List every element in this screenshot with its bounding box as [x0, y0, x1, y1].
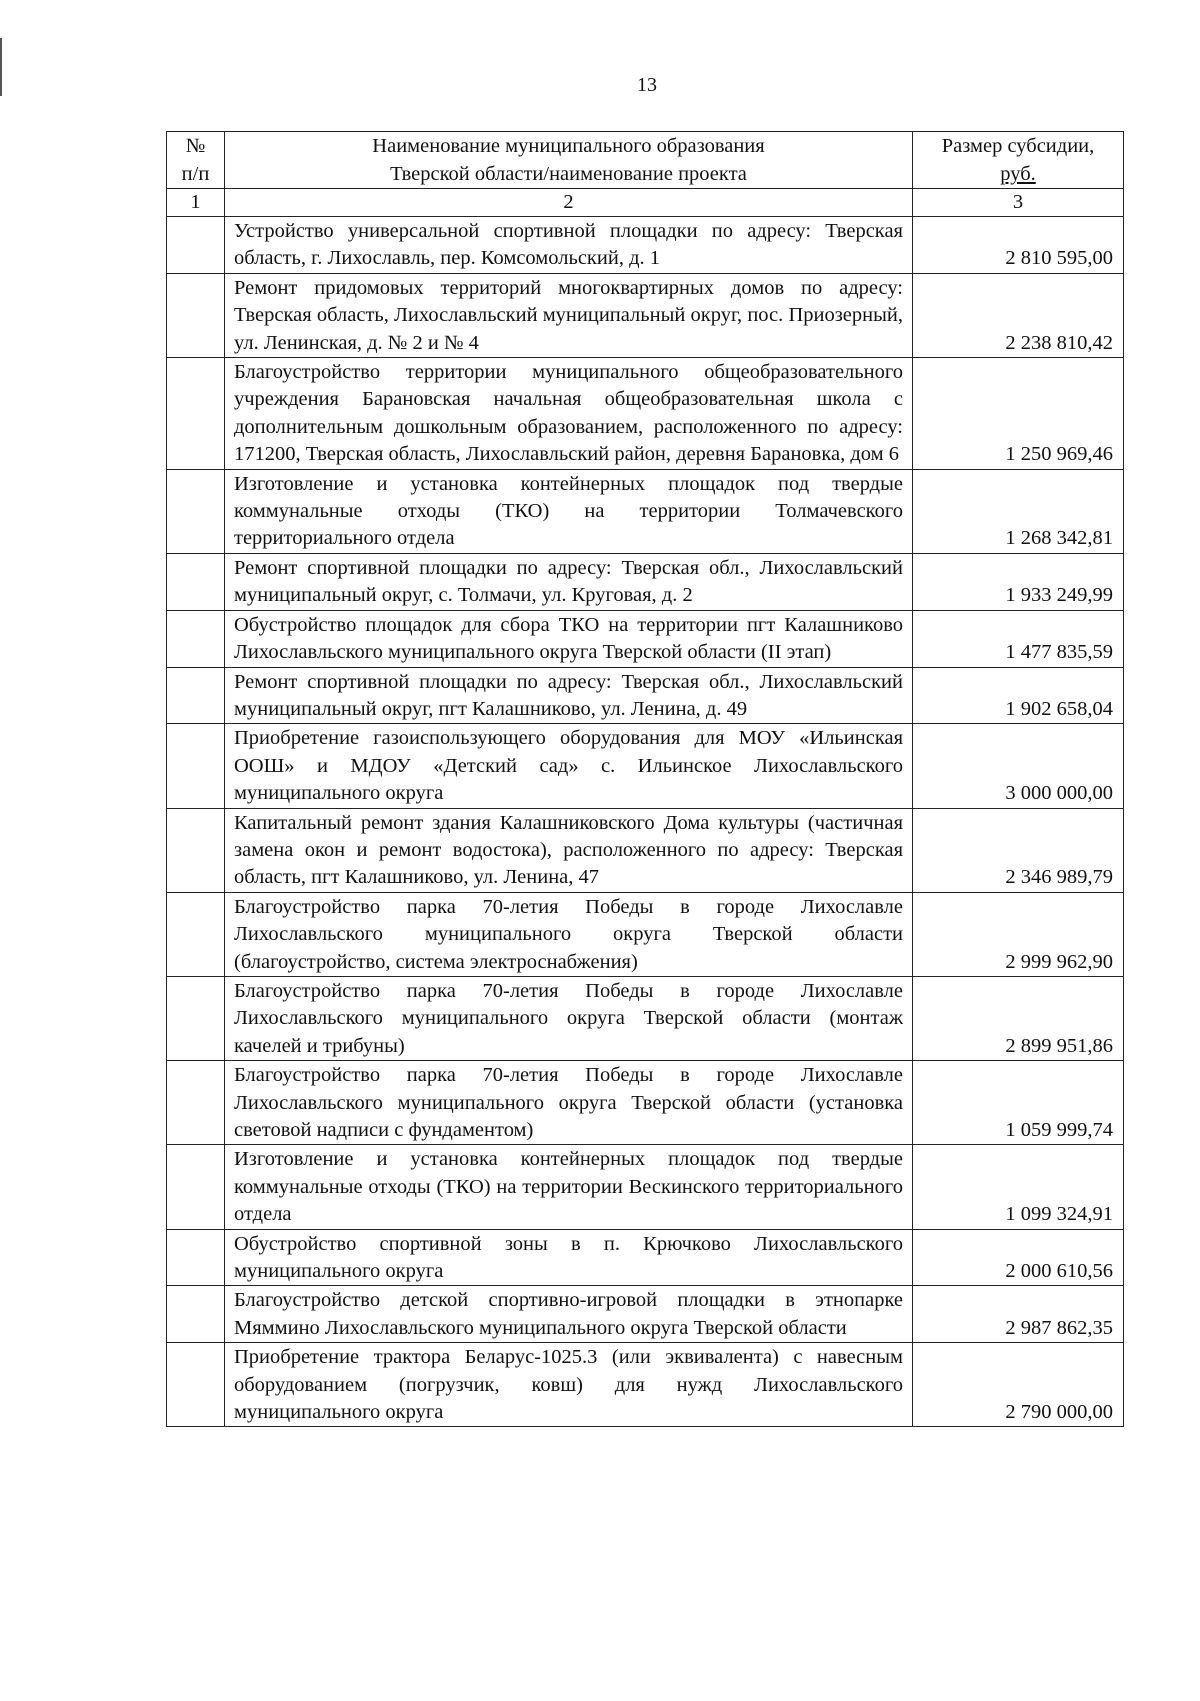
column-number-3: 3 — [913, 189, 1124, 217]
project-name-cell: Устройство универсальной спортивной площадки по адресу: Тверская область, г. Лихославль, пер. Комсомольский, д. 1 — [225, 217, 913, 274]
project-name-cell: Благоустройство парка 70-летия Победы в городе Лихославле Лихославльского муниципального округа Тверской области (монтаж качелей и трибуны) — [225, 976, 913, 1060]
project-name-cell: Приобретение трактора Беларус-1025.3 (или эквивалента) с навесным оборудованием (погрузчик, ковш) для нужд Лихославльского муниципального округа — [225, 1343, 913, 1427]
project-name-cell: Приобретение газоиспользующего оборудования для МОУ «Ильинская ООШ» и МДОУ «Детский сад» с. Ильинское Лихославльского муниципального округа — [225, 724, 913, 808]
project-name-cell: Благоустройство детской спортивно-игровой площадки в этнопарке Мяммино Лихославльского муниципального округа Тверской области — [225, 1286, 913, 1343]
table-row — [167, 358, 1124, 470]
subsidy-amount-cell: 2 346 989,79 — [913, 808, 1124, 892]
header-name-line2: Тверской области/наименование проекта — [390, 163, 747, 185]
table-row — [167, 892, 1124, 976]
table-row — [167, 667, 1124, 724]
project-name-cell: Ремонт придомовых территорий многоквартирных домов по адресу: Тверская область, Лихославльский муниципальный округ, пос. Приозерный, ул. Ленинская, д. № 2 и № 4 — [225, 273, 913, 357]
subsidy-amount-cell: 1 477 835,59 — [913, 610, 1124, 667]
row-number-cell — [167, 1286, 225, 1343]
header-project-name — [225, 132, 913, 189]
header-subsidy-amount — [913, 132, 1124, 189]
column-number-1: 1 — [167, 189, 225, 217]
header-name-line1: Наименование муниципального образования — [372, 135, 765, 157]
project-name-cell: Изготовление и установка контейнерных площадок под твердые коммунальные отходы (ТКО) на территории Вескинского территориального отдела — [225, 1145, 913, 1229]
row-number-cell — [167, 217, 225, 274]
subsidy-amount-cell: 2 987 862,35 — [913, 1286, 1124, 1343]
subsidy-amount-cell: 1 902 658,04 — [913, 667, 1124, 724]
row-number-cell — [167, 667, 225, 724]
subsidy-amount-cell: 2 999 962,90 — [913, 892, 1124, 976]
row-number-cell — [167, 808, 225, 892]
table-row — [167, 217, 1124, 274]
project-name-cell: Обустройство площадок для сбора ТКО на территории пгт Калашниково Лихославльского муниципального округа Тверской области (II этап) — [225, 610, 913, 667]
subsidy-amount-cell: 2 899 951,86 — [913, 976, 1124, 1060]
row-number-cell — [167, 976, 225, 1060]
table-row — [167, 724, 1124, 808]
row-number-cell — [167, 724, 225, 808]
header-sum-line2: руб. — [1000, 163, 1036, 185]
subsidy-amount-cell: 2 810 595,00 — [913, 217, 1124, 274]
row-number-cell — [167, 610, 225, 667]
header-number-line1: № — [185, 135, 206, 157]
table-row — [167, 610, 1124, 667]
header-number — [167, 132, 225, 189]
subsidy-amount-cell: 2 238 810,42 — [913, 273, 1124, 357]
row-number-cell — [167, 1061, 225, 1145]
project-name-cell: Ремонт спортивной площадки по адресу: Тверская обл., Лихославльский муниципальный округ, с. Толмачи, ул. Круговая, д. 2 — [225, 553, 913, 610]
row-number-cell — [167, 1229, 225, 1286]
table-row — [167, 1061, 1124, 1145]
subsidy-table — [166, 131, 1124, 1427]
project-name-cell: Благоустройство парка 70-летия Победы в городе Лихославле Лихославльского муниципального округа Тверской области (установка световой надписи с фундаментом) — [225, 1061, 913, 1145]
header-sum-line1: Размер субсидии, — [941, 135, 1095, 157]
project-name-cell: Изготовление и установка контейнерных площадок под твердые коммунальные отходы (ТКО) на территории Толмачевского территориального отдела — [225, 469, 913, 553]
column-number-row — [167, 189, 1124, 217]
table-row — [167, 469, 1124, 553]
subsidy-amount-cell: 1 268 342,81 — [913, 469, 1124, 553]
subsidy-amount-cell: 3 000 000,00 — [913, 724, 1124, 808]
row-number-cell — [167, 273, 225, 357]
subsidy-amount-cell: 1 933 249,99 — [913, 553, 1124, 610]
project-name-cell: Обустройство спортивной зоны в п. Крючково Лихославльского муниципального округа — [225, 1229, 913, 1286]
subsidy-amount-cell: 2 790 000,00 — [913, 1343, 1124, 1427]
row-number-cell — [167, 1145, 225, 1229]
table-row — [167, 1286, 1124, 1343]
project-name-cell: Благоустройство парка 70-летия Победы в городе Лихославле Лихославльского муниципального округа Тверской области (благоустройство, система электроснабжения) — [225, 892, 913, 976]
table-row — [167, 553, 1124, 610]
row-number-cell — [167, 1343, 225, 1427]
subsidy-amount-cell: 1 250 969,46 — [913, 358, 1124, 470]
subsidy-amount-cell: 1 099 324,91 — [913, 1145, 1124, 1229]
row-number-cell — [167, 892, 225, 976]
table-row — [167, 1343, 1124, 1427]
table-row — [167, 1229, 1124, 1286]
row-number-cell — [167, 553, 225, 610]
project-name-cell: Ремонт спортивной площадки по адресу: Тверская обл., Лихославльский муниципальный округ, пгт Калашниково, ул. Ленина, д. 49 — [225, 667, 913, 724]
project-name-cell: Благоустройство территории муниципального общеобразовательного учреждения Барановская начальная общеобразовательная школа с дополнительным дошкольным образованием, расположенного по адресу: 171200, Тверская область, Лихославльский район, деревня Барановка, дом 6 — [225, 358, 913, 470]
row-number-cell — [167, 469, 225, 553]
column-number-2: 2 — [225, 189, 913, 217]
page-number: 13 — [637, 74, 657, 96]
table-row — [167, 976, 1124, 1060]
header-number-line2: п/п — [181, 163, 210, 185]
subsidy-amount-cell: 1 059 999,74 — [913, 1061, 1124, 1145]
subsidy-amount-cell: 2 000 610,56 — [913, 1229, 1124, 1286]
project-name-cell: Капитальный ремонт здания Калашниковского Дома культуры (частичная замена окон и ремонт водостока), расположенного по адресу: Тверская область, пгт Калашниково, ул. Ленина, 47 — [225, 808, 913, 892]
row-number-cell — [167, 358, 225, 470]
table-row — [167, 273, 1124, 357]
table-row — [167, 1145, 1124, 1229]
table-header-row — [167, 132, 1124, 189]
table-row — [167, 808, 1124, 892]
